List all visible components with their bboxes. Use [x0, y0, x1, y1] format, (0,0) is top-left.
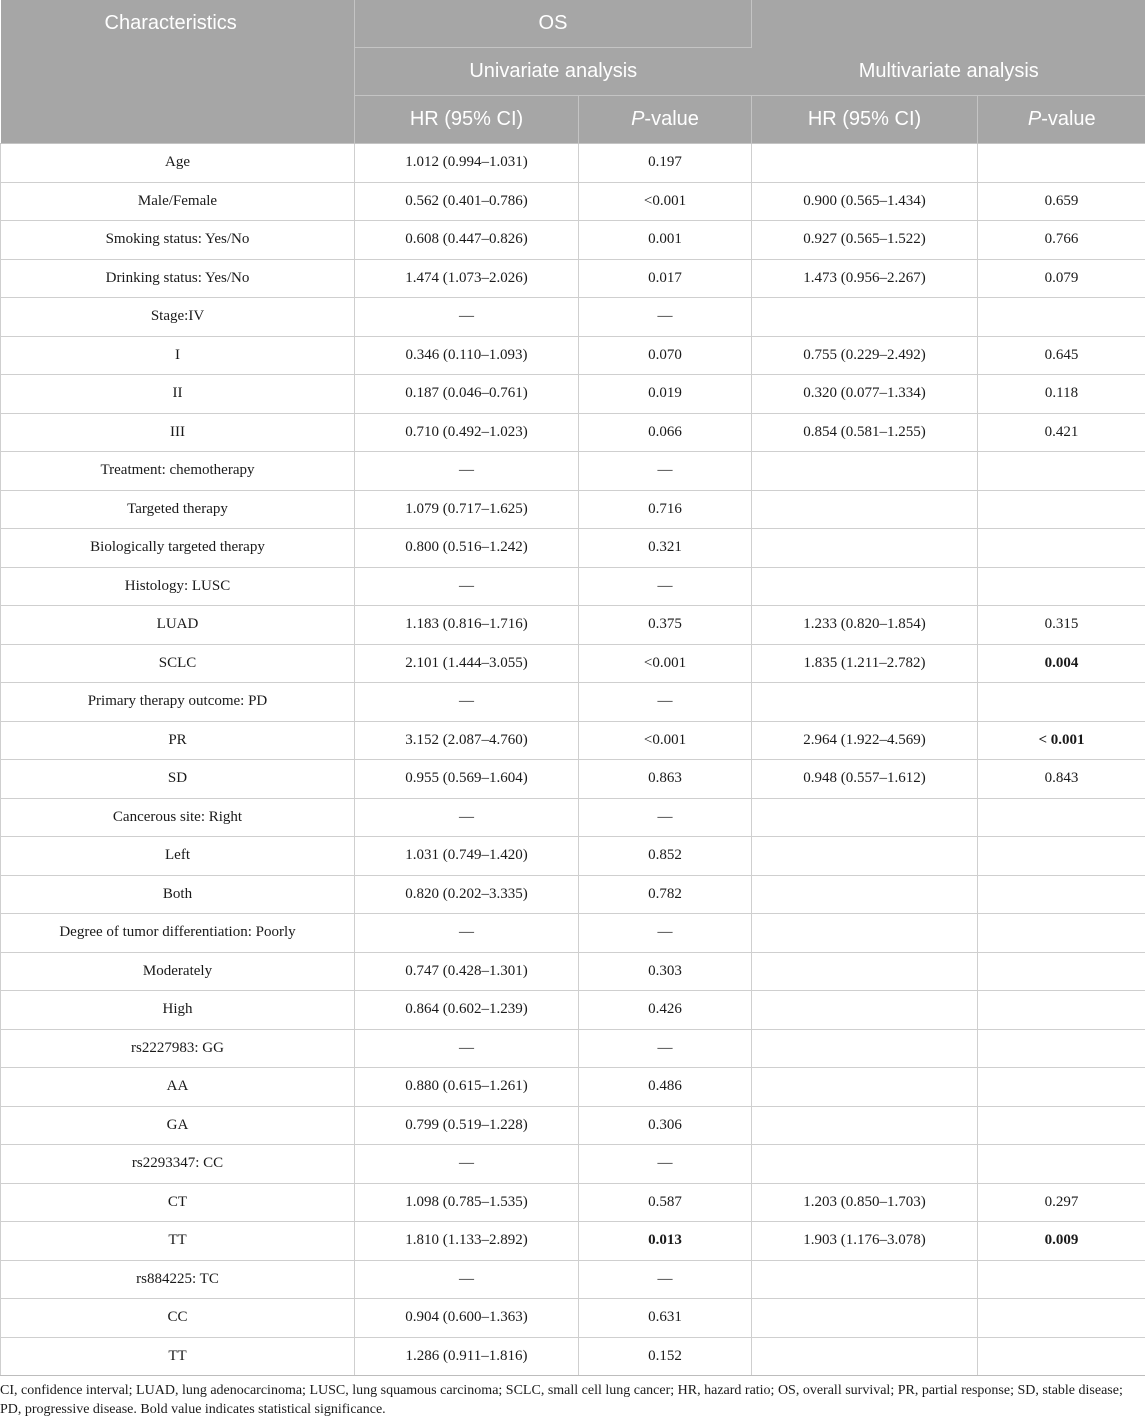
multi-hr-cell: 0.320 (0.077–1.334) [752, 375, 978, 414]
row-label-cell: High [1, 991, 355, 1030]
table-row [1, 221, 1145, 260]
uni-hr-cell: 0.955 (0.569–1.604) [355, 760, 579, 799]
multi-p-cell [978, 683, 1145, 722]
uni-hr-cell: — [355, 1029, 579, 1068]
row-label-cell: rs884225: TC [1, 1260, 355, 1299]
multi-p-cell: 0.843 [978, 760, 1145, 799]
uni-hr-cell: 1.012 (0.994–1.031) [355, 144, 579, 183]
uni-hr-cell: 1.810 (1.133–2.892) [355, 1222, 579, 1261]
multi-hr-cell [752, 837, 978, 876]
table-row [1, 914, 1145, 953]
uni-hr-cell: 0.864 (0.602–1.239) [355, 991, 579, 1030]
multi-p-cell [978, 1106, 1145, 1145]
row-label-cell: Moderately [1, 952, 355, 991]
uni-p-cell: — [579, 683, 752, 722]
row-label-cell: Smoking status: Yes/No [1, 221, 355, 260]
uni-hr-cell: 3.152 (2.087–4.760) [355, 721, 579, 760]
uni-hr-cell: — [355, 914, 579, 953]
row-label-cell: III [1, 413, 355, 452]
multi-p-header [978, 96, 1145, 144]
uni-p-cell: 0.426 [579, 991, 752, 1030]
multi-p-cell [978, 452, 1145, 491]
multi-hr-cell: 1.473 (0.956–2.267) [752, 259, 978, 298]
univariate-header: Univariate analysis [355, 48, 752, 96]
table-row [1, 375, 1145, 414]
multi-p-cell [978, 991, 1145, 1030]
multi-hr-cell [752, 991, 978, 1030]
uni-p-cell: 0.375 [579, 606, 752, 645]
multi-p-cell: 0.004 [978, 644, 1145, 683]
table-row [1, 721, 1145, 760]
uni-p-cell: 0.306 [579, 1106, 752, 1145]
row-label-cell: Targeted therapy [1, 490, 355, 529]
row-label-cell: II [1, 375, 355, 414]
uni-p-cell: — [579, 914, 752, 953]
uni-hr-cell: 0.904 (0.600–1.363) [355, 1299, 579, 1338]
multi-hr-cell [752, 1337, 978, 1376]
row-label-cell: TT [1, 1222, 355, 1261]
multi-p-cell [978, 798, 1145, 837]
table-row [1, 1260, 1145, 1299]
multi-hr-cell [752, 952, 978, 991]
multi-p-cell: 0.079 [978, 259, 1145, 298]
uni-hr-cell: 1.474 (1.073–2.026) [355, 259, 579, 298]
table-row [1, 952, 1145, 991]
multi-p-cell [978, 298, 1145, 337]
uni-hr-cell: 0.710 (0.492–1.023) [355, 413, 579, 452]
row-label-cell: Histology: LUSC [1, 567, 355, 606]
multi-p-cell [978, 1260, 1145, 1299]
uni-hr-cell: 0.820 (0.202–3.335) [355, 875, 579, 914]
table-row [1, 413, 1145, 452]
row-label-cell: Both [1, 875, 355, 914]
row-label-cell: CT [1, 1183, 355, 1222]
uni-hr-cell: 1.286 (0.911–1.816) [355, 1337, 579, 1376]
uni-p-cell: — [579, 452, 752, 491]
table-row [1, 529, 1145, 568]
uni-p-cell: <0.001 [579, 182, 752, 221]
table-row [1, 452, 1145, 491]
multi-hr-cell [752, 1145, 978, 1184]
uni-hr-header: HR (95% CI) [355, 96, 579, 144]
row-label-cell: Stage:IV [1, 298, 355, 337]
row-label-cell: AA [1, 1068, 355, 1107]
uni-p-cell: — [579, 1260, 752, 1299]
uni-hr-cell: — [355, 567, 579, 606]
multi-hr-cell [752, 1029, 978, 1068]
multi-p-cell [978, 567, 1145, 606]
uni-p-cell: — [579, 1145, 752, 1184]
uni-hr-cell: — [355, 452, 579, 491]
multi-hr-cell [752, 452, 978, 491]
uni-hr-cell: — [355, 1260, 579, 1299]
row-label-cell: Drinking status: Yes/No [1, 259, 355, 298]
multi-p-cell [978, 490, 1145, 529]
table-footnote: CI, confidence interval; LUAD, lung adenocarcinoma; LUSC, lung squamous carcinoma; SCLC, small cell lung cancer; HR, hazard ratio; OS, overall survival; PR, partial response; SD, stable disease; PD, progressive disease. Bold value indicates statistical significance. [0, 1383, 1123, 1417]
uni-p-cell: 0.587 [579, 1183, 752, 1222]
multi-p-cell: 0.118 [978, 375, 1145, 414]
uni-hr-cell: 1.183 (0.816–1.716) [355, 606, 579, 645]
multi-p-cell: 0.315 [978, 606, 1145, 645]
table-row [1, 144, 1145, 183]
uni-hr-cell: 0.608 (0.447–0.826) [355, 221, 579, 260]
multi-hr-cell [752, 529, 978, 568]
multi-p-cell: 0.297 [978, 1183, 1145, 1222]
multi-hr-cell: 2.964 (1.922–4.569) [752, 721, 978, 760]
multi-p-cell: 0.645 [978, 336, 1145, 375]
multi-p-cell [978, 144, 1145, 183]
table-row [1, 991, 1145, 1030]
multi-hr-cell [752, 1068, 978, 1107]
multi-hr-cell [752, 567, 978, 606]
table-row [1, 336, 1145, 375]
table-row [1, 490, 1145, 529]
row-label-cell: I [1, 336, 355, 375]
uni-hr-cell: 0.799 (0.519–1.228) [355, 1106, 579, 1145]
uni-p-cell: 0.631 [579, 1299, 752, 1338]
multi-p-cell [978, 1299, 1145, 1338]
uni-p-cell: — [579, 798, 752, 837]
row-label-cell: GA [1, 1106, 355, 1145]
multi-p-cell: 0.766 [978, 221, 1145, 260]
p-italic: P [631, 108, 645, 130]
uni-p-header [579, 96, 752, 144]
table-row [1, 1299, 1145, 1338]
table-row [1, 1222, 1145, 1261]
uni-p-cell: 0.852 [579, 837, 752, 876]
multi-hr-cell [752, 1299, 978, 1338]
multi-hr-cell: 0.755 (0.229–2.492) [752, 336, 978, 375]
uni-hr-cell: — [355, 1145, 579, 1184]
multivariate-header: Multivariate analysis [752, 0, 1145, 96]
table-row [1, 1068, 1145, 1107]
multi-p-cell [978, 1029, 1145, 1068]
multi-p-cell [978, 914, 1145, 953]
uni-hr-cell: — [355, 298, 579, 337]
multi-hr-cell: 1.835 (1.211–2.782) [752, 644, 978, 683]
table-row [1, 1106, 1145, 1145]
uni-p-cell: 0.303 [579, 952, 752, 991]
row-label-cell: Left [1, 837, 355, 876]
multi-hr-cell: 1.203 (0.850–1.703) [752, 1183, 978, 1222]
table-body [1, 144, 1145, 1376]
uni-p-cell: 0.486 [579, 1068, 752, 1107]
table-row [1, 567, 1145, 606]
uni-hr-cell: 0.346 (0.110–1.093) [355, 336, 579, 375]
uni-p-cell: 0.066 [579, 413, 752, 452]
uni-p-cell: 0.197 [579, 144, 752, 183]
multi-hr-cell [752, 490, 978, 529]
row-label-cell: Cancerous site: Right [1, 798, 355, 837]
row-label-cell: SD [1, 760, 355, 799]
multi-hr-cell: 0.854 (0.581–1.255) [752, 413, 978, 452]
table-row [1, 606, 1145, 645]
row-label-cell: Degree of tumor differentiation: Poorly [1, 914, 355, 953]
row-label-cell: SCLC [1, 644, 355, 683]
uni-p-cell: 0.782 [579, 875, 752, 914]
table-row [1, 644, 1145, 683]
uni-hr-cell: — [355, 683, 579, 722]
multi-hr-header: HR (95% CI) [752, 96, 978, 144]
uni-hr-cell: 0.747 (0.428–1.301) [355, 952, 579, 991]
row-label-cell: Treatment: chemotherapy [1, 452, 355, 491]
multi-p-cell [978, 529, 1145, 568]
uni-hr-cell: 0.880 (0.615–1.261) [355, 1068, 579, 1107]
uni-hr-cell: 0.187 (0.046–0.761) [355, 375, 579, 414]
uni-p-cell: 0.013 [579, 1222, 752, 1261]
multi-p-cell [978, 1145, 1145, 1184]
table-row [1, 1337, 1145, 1376]
row-label-cell: LUAD [1, 606, 355, 645]
uni-p-cell: 0.321 [579, 529, 752, 568]
table-row [1, 1029, 1145, 1068]
p-suffix: -value [1041, 108, 1096, 130]
uni-p-cell: <0.001 [579, 644, 752, 683]
multi-hr-cell: 1.903 (1.176–3.078) [752, 1222, 978, 1261]
uni-hr-cell: 2.101 (1.444–3.055) [355, 644, 579, 683]
uni-p-cell: 0.070 [579, 336, 752, 375]
os-group-header: OS [355, 0, 752, 48]
row-label-cell: CC [1, 1299, 355, 1338]
row-label-cell: Biologically targeted therapy [1, 529, 355, 568]
multi-p-cell: 0.009 [978, 1222, 1145, 1261]
multi-hr-cell [752, 683, 978, 722]
table-row [1, 1183, 1145, 1222]
characteristics-header: Characteristics [1, 0, 355, 144]
multi-hr-cell: 0.900 (0.565–1.434) [752, 182, 978, 221]
uni-hr-cell: 0.800 (0.516–1.242) [355, 529, 579, 568]
table-row [1, 875, 1145, 914]
uni-hr-cell: 0.562 (0.401–0.786) [355, 182, 579, 221]
multi-p-cell [978, 837, 1145, 876]
row-label-cell: PR [1, 721, 355, 760]
uni-p-cell: — [579, 298, 752, 337]
multi-hr-cell [752, 1106, 978, 1145]
multi-hr-cell: 0.948 (0.557–1.612) [752, 760, 978, 799]
uni-p-cell: <0.001 [579, 721, 752, 760]
table-row [1, 798, 1145, 837]
table-row [1, 259, 1145, 298]
multi-hr-cell [752, 798, 978, 837]
multi-p-cell [978, 875, 1145, 914]
multi-p-cell: 0.659 [978, 182, 1145, 221]
multi-hr-cell [752, 1260, 978, 1299]
table-header [1, 0, 1145, 144]
table-row [1, 683, 1145, 722]
table-row [1, 837, 1145, 876]
uni-p-cell: — [579, 567, 752, 606]
p-suffix: -value [644, 108, 699, 130]
uni-p-cell: 0.152 [579, 1337, 752, 1376]
uni-p-cell: 0.863 [579, 760, 752, 799]
multi-hr-cell [752, 914, 978, 953]
table-row [1, 1145, 1145, 1184]
uni-p-cell: 0.716 [579, 490, 752, 529]
multi-hr-cell [752, 875, 978, 914]
row-label-cell: Male/Female [1, 182, 355, 221]
multi-p-cell [978, 1068, 1145, 1107]
row-label-cell: TT [1, 1337, 355, 1376]
multi-p-cell: < 0.001 [978, 721, 1145, 760]
multi-hr-cell: 0.927 (0.565–1.522) [752, 221, 978, 260]
uni-p-cell: 0.017 [579, 259, 752, 298]
uni-p-cell: — [579, 1029, 752, 1068]
multi-hr-cell [752, 298, 978, 337]
table-row [1, 298, 1145, 337]
multi-p-cell: 0.421 [978, 413, 1145, 452]
row-label-cell: rs2293347: CC [1, 1145, 355, 1184]
p-italic: P [1027, 108, 1042, 130]
multi-hr-cell [752, 144, 978, 183]
multi-hr-cell: 1.233 (0.820–1.854) [752, 606, 978, 645]
uni-hr-cell: 1.079 (0.717–1.625) [355, 490, 579, 529]
multi-p-cell [978, 1337, 1145, 1376]
table-row [1, 182, 1145, 221]
uni-p-cell: 0.001 [579, 221, 752, 260]
uni-hr-cell: — [355, 798, 579, 837]
multi-p-cell [978, 952, 1145, 991]
row-label-cell: rs2227983: GG [1, 1029, 355, 1068]
uni-p-cell: 0.019 [579, 375, 752, 414]
row-label-cell: Primary therapy outcome: PD [1, 683, 355, 722]
table-row [1, 760, 1145, 799]
uni-hr-cell: 1.098 (0.785–1.535) [355, 1183, 579, 1222]
row-label-cell: Age [1, 144, 355, 183]
uni-hr-cell: 1.031 (0.749–1.420) [355, 837, 579, 876]
